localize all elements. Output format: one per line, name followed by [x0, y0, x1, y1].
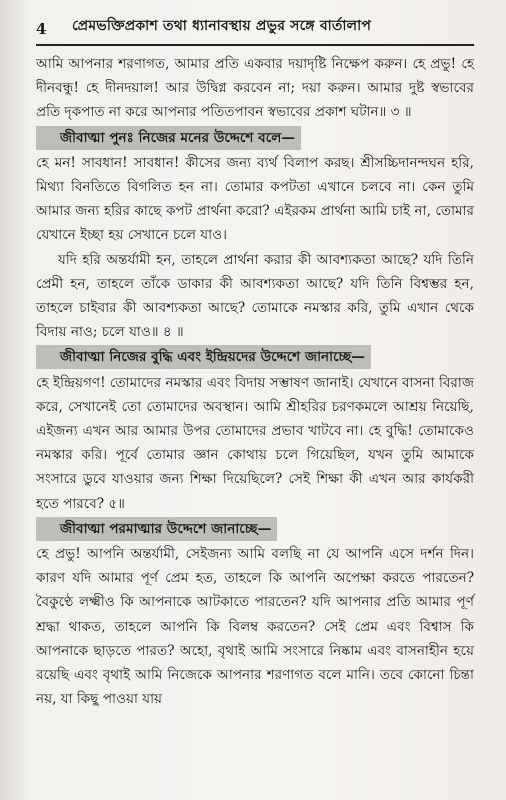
section-heading-text: জীবাত্মা পরমাত্মার উদ্দেশে জানাচ্ছে— — [36, 517, 277, 541]
paragraph-3: যদি হরি অন্তর্যামী হন, তাহলে প্রার্থনা করার কী আবশ্যকতা আছে? যদি তিনি প্রেমী হন, তাহলে তাঁকে ডাকার কী আবশ্যকতা আছে? যদি তিনি বিশ্বম্ভর হন, তাহলে চাইবার কী আবশ্যকতা আছে? তোমাকে নমস্কার করি, তুমি এখান থেকে বিদায় নাও; চলে যাও॥ ৪ ॥ — [36, 251, 474, 341]
page-body — [36, 52, 474, 711]
page-number: 4 — [36, 20, 47, 38]
paragraph-1: আমি আপনার শরণাগত, আমার প্রতি একবার দয়াদৃষ্টি নিক্ষেপ করুন। হে প্রভু! হে দীনবন্ধু! হে দীনদয়াল! আর উদ্বিগ্ন করবেন না; দয়া করুন। আমার দুষ্ট স্বভাবের প্রতি দৃকপাত না করে আপনার পতিতপাবন স্বভাবের প্রকাশ ঘটান॥ ৩ ॥ — [36, 56, 474, 121]
paragraph-4: হে ইন্দ্রিয়গণ! তোমাদের নমস্কার এবং বিদায় সম্ভাষণ জানাই। যেখানে বাসনা বিরাজ করে, সেখানেই তো তোমাদের অবস্থান। আমি শ্রীহরির চরণকমলে আশ্রয় নিয়েছি, এইজন্য এখন আর আমার উপর তোমাদের প্রভাব খাটবে না। হে বুদ্ধি! তোমাকেও নমস্কার করি। পূর্বে তোমার জ্ঞান কোথায় চলে গিয়েছিল, যখন তুমি আমাকে সংসারে ডুবে যাওয়ার জন্য শিক্ষা দিয়েছিলে? সেই শিক্ষা কী এখন আর কার্যকরী হতে পারবে? ৫॥ — [36, 374, 474, 512]
header-rule — [36, 44, 474, 46]
section-heading-1 — [36, 126, 474, 150]
section-heading-text: জীবাত্মা পুনঃ নিজের মনের উদ্দেশে বলে— — [36, 126, 301, 150]
section-heading-3 — [36, 517, 474, 541]
running-title: প্রেমভক্তিপ্রকাশ তথা ধ্যানাবস্থায় প্রভুর সঙ্গে বার্তালাপ — [72, 18, 372, 34]
page-header — [36, 14, 474, 38]
paragraph-5: হে প্রভু! আপনি অন্তর্যামী, সেইজন্য আমি বলছি না যে আপনি এসে দর্শন দিন। কারণ যদি আমার পূর্ণ প্রেম হত, তাহলে কি আপনি অপেক্ষা করতে পারতেন? বৈকুণ্ঠে লক্ষ্মীও কি আপনাকে আটকাতে পারতেন? যদি আপনার প্রতি আমার পূর্ণ শ্রদ্ধা থাকত, তাহলে আপনি কি বিলম্ব করতেন? সেই প্রেম এবং বিশ্বাস কি আপনাকে ছাড়তে পারত? অহো, বৃথাই আমি সংসারে নিষ্কাম এবং বাসনাহীন হয়ে রয়েছি এবং বৃথাই আমি নিজেকে আপনার শরণাগত বলে মানি। তবে কোনো চিন্তা নয়, যা কিছু পাওয়া যায় — [36, 546, 474, 708]
paragraph-2: হে মন! সাবধান! সাবধান! কীসের জন্য ব্যর্থ বিলাপ করছ। শ্রীসচ্চিদানন্দঘন হরি, মিথ্যা বিনতিতে বিগলিত হন না। তোমার কপটতা এখানে চলবে না। কেন তুমি আমার জন্য হরির কাছে কপট প্রার্থনা করো? এইরকম প্রার্থনা আমি চাই না, তোমার যেখানে ইচ্ছা হয় সেখানে চলে যাও। — [36, 154, 474, 244]
section-heading-2 — [36, 345, 474, 369]
section-heading-text: জীবাত্মা নিজের বুদ্ধি এবং ইন্দ্রিয়দের উদ্দেশে জানাচ্ছে— — [36, 345, 371, 369]
